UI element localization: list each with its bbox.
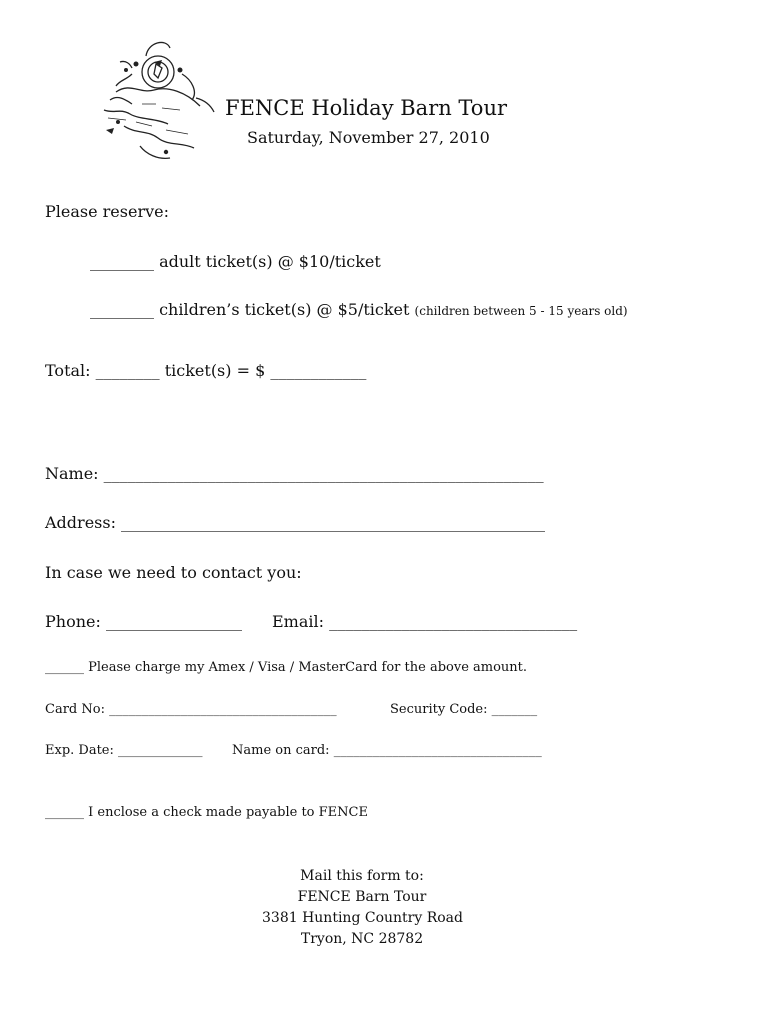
check-option[interactable]: ______ I enclose a check made payable to FENCE (45, 805, 368, 820)
mail-city-state-zip: Tryon, NC 28782 (300, 931, 424, 947)
email-field[interactable]: Email: _______________________________ (272, 612, 578, 631)
address-field[interactable]: Address: _____________________________________________________ (45, 513, 546, 532)
mail-instruction: Mail this form to: (300, 868, 424, 884)
reserve-heading: Please reserve: (45, 202, 169, 221)
event-date: Saturday, November 27, 2010 (247, 128, 490, 147)
name-on-card-field[interactable]: Name on card: ________________________________ (232, 743, 542, 758)
phone-field[interactable]: Phone: _________________ (45, 612, 242, 631)
mail-recipient: FENCE Barn Tour (297, 889, 427, 905)
contact-heading: In case we need to contact you: (45, 563, 302, 582)
adult-ticket-line[interactable]: ________ adult ticket(s) @ $10/ticket (90, 252, 381, 271)
security-code-field[interactable]: Security Code: _______ (390, 702, 538, 717)
horse-and-horn-logo-icon (96, 34, 220, 168)
mail-block (262, 866, 462, 950)
name-field[interactable]: Name: _______________________________________________________ (45, 464, 544, 483)
total-line[interactable]: Total: ________ ticket(s) = $ ____________ (45, 361, 367, 380)
children-ticket-line[interactable]: ________ children’s ticket(s) @ $5/ticket (90, 300, 410, 319)
exp-date-field[interactable]: Exp. Date: _____________ (45, 743, 203, 758)
card-number-field[interactable]: Card No: ___________________________________ (45, 702, 337, 717)
children-ticket-row (90, 300, 628, 319)
mail-street: 3381 Hunting Country Road (262, 910, 463, 926)
children-age-note: (children between 5 - 15 years old) (414, 304, 628, 318)
charge-card-option[interactable]: ______ Please charge my Amex / Visa / MasterCard for the above amount. (45, 660, 528, 675)
